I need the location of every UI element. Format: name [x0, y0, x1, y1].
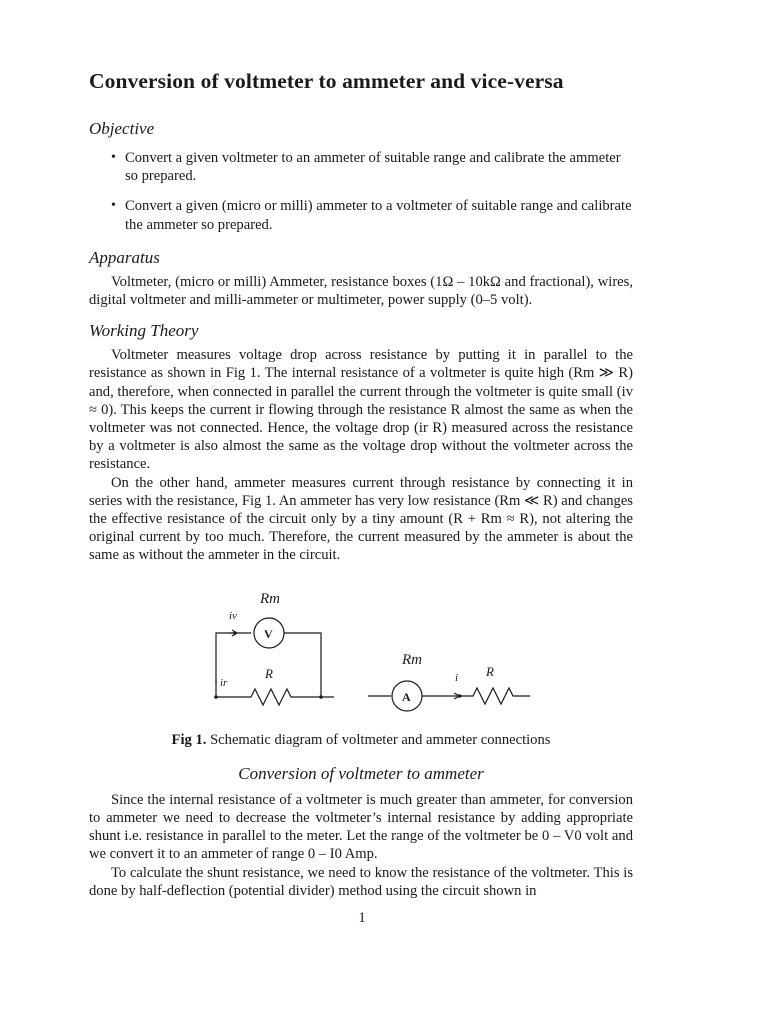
working-theory-paragraph-2: On the other hand, ammeter measures current through resistance by connecting it in series with the resistance, Fig 1. An ammeter has very low resistance (Rm ≪ R) and changes the effective resistance of the circuit only by a tiny amount (R + Rm ≈ R), not altering the original current by too much. Therefore, the current measured by the ammeter is about the same as without the ammeter in the circuit. — [89, 474, 633, 564]
label-rm-left: Rm — [260, 590, 280, 607]
figure-caption-label: Fig 1. — [171, 731, 207, 748]
label-i: i — [455, 671, 459, 684]
circuit-diagram — [89, 575, 633, 725]
objective-item: • Convert a given (micro or milli) ammeter to a voltmeter of suitable range and calibrate the ammeter so prepared. — [89, 197, 633, 233]
page-number: 1 — [358, 910, 366, 926]
label-v: V — [264, 626, 273, 641]
document-page — [89, 66, 633, 900]
objective-heading: Objective — [89, 119, 155, 138]
resistor-left — [216, 689, 334, 705]
resistor-right — [422, 688, 530, 704]
voltmeter-wire-right — [284, 633, 321, 697]
apparatus-heading: Apparatus — [89, 247, 160, 267]
working-theory-heading: Working Theory — [89, 321, 199, 341]
document-title: Conversion of voltmeter to ammeter and vice-versa — [89, 69, 564, 93]
label-r-left: R — [265, 665, 273, 681]
objective-item: • Convert a given voltmeter to an ammeter of suitable range and calibrate the ammeter so prepared. — [89, 149, 633, 185]
conversion-paragraph-1: Since the internal resistance of a voltmeter is much greater than ammeter, for conversion to ammeter we need to decrease the voltmeter’s internal resistance by adding appropriate shunt i.e. resistance in parallel to the meter. Let the range of the voltmeter be 0 – V0 volt and we convert it to an ammeter of range 0 – I0 Amp. — [89, 791, 633, 863]
label-ir: ir — [220, 676, 228, 689]
label-r-right: R — [486, 663, 494, 679]
figure-1 — [89, 575, 633, 725]
label-a: A — [402, 689, 411, 704]
figure-caption — [89, 731, 633, 749]
objective-list — [89, 149, 633, 234]
conversion-heading: Conversion of voltmeter to ammeter — [238, 763, 484, 783]
working-theory-paragraph-1: Voltmeter measures voltage drop across resistance by putting it in parallel to the resistance as shown in Fig 1. The internal resistance of a voltmeter is quite high (Rm ≫ R) and, therefore, when connected in parallel the current through the voltmeter is quite small (iv ≈ 0). This keeps the current ir flowing through the resistance R almost the same as when the voltmeter was not connected. Hence, the voltage drop (ir R) measured across the resistance by a voltmeter is also almost the same as the voltage drop without the voltmeter across the resistance. — [89, 347, 633, 473]
label-rm-right: Rm — [402, 651, 422, 668]
label-iv: iv — [229, 609, 237, 622]
conversion-paragraph-2: To calculate the shunt resistance, we need to know the resistance of the voltmeter. This is done by half-deflection (potential divider) method using the circuit shown in — [89, 864, 633, 899]
apparatus-text: Voltmeter, (micro or milli) Ammeter, resistance boxes (1Ω – 10kΩ and fractional), wires, digital voltmeter and milli-ammeter or multimeter, power supply (0–5 volt). — [89, 273, 633, 309]
figure-caption-text: Schematic diagram of voltmeter and ammeter connections — [210, 731, 551, 748]
